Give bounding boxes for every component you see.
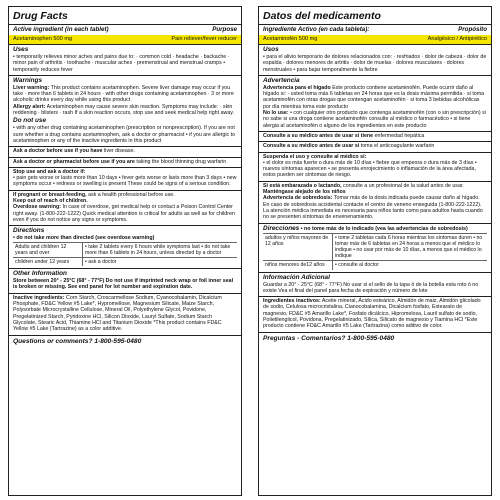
stop-use-title: Stop use and ask a doctor if: — [13, 168, 86, 175]
directions-text: • do not take more than directed (see overdose warning) — [13, 235, 155, 242]
inactive-text: Aceite mineral, Ácido esteárico, Almidón de maiz, Almidón glicolado de sodio, Celulosa microcristalina, Cianocobalamina, Dicalcium fosfato, Estearato de magnesio, FD&C #5 Amarillo Lake*, Fosfato dicálcico, Hipromelosa, Lauril sulfato de sodio, Polietilenglicol, Povidona, Pregelatinizado, Sílica, Silicato de magnesio y Tiamina HCl *Este producto contiene FD&C Amarillo #5 Lake (Tartrazina) como aditivo de color. — [263, 298, 481, 330]
other-info-title: Información Adicional — [263, 273, 330, 281]
overdose-title: Overdose warning: — [13, 204, 61, 211]
warnings-title: Advertencia — [263, 76, 300, 84]
uses-section — [259, 45, 491, 76]
dir-row-who: Adults and children 12 years and over — [13, 242, 83, 257]
other-info-text: Store between 20° - 25°C (68° - 77°F) Do not use if imprinted neck wrap or foil inner seal is broken or missing. See end panel for lot number and expiration date. — [13, 278, 234, 291]
panel-title: Datos del medicamento — [259, 7, 491, 25]
warnings-section — [259, 76, 491, 132]
uses-text: • para el alivio temporario de dolores relacionados con: · resfriados · dolor de cabeza · dolor de espalda · dolores menores de artritis · dolor de muelas · dolores musculares · dolores menstruales • para bajar temporalmente la fiebre — [263, 54, 487, 73]
questions-line: Questions or comments? 1-800-595-0480 — [13, 337, 142, 345]
dir-row-who: niños menores de12 años — [263, 260, 333, 269]
directions-title: Directions — [13, 227, 45, 235]
stop-use-text: • pain gets worse or lasts more than 10 days • fever gets worse or lasts more than 3 days • new symptoms occur • redness or swelling is present These could be signs of a serious condition. — [13, 175, 237, 188]
ask-doctor-text: liver disease. — [103, 148, 135, 155]
active-ingredient-header — [259, 25, 491, 35]
consult-title: Consulte a su médico antes de usar si tiene — [263, 132, 374, 139]
stop-use-section — [9, 168, 241, 191]
other-info-title: Other Information — [13, 270, 67, 278]
allergy-alert-text: Acetaminophen may cause severe skin reaction. Symptoms may include: · skin reddening · blisters · rash If a skin reaction occurs, stop use and seek medical help right away. — [13, 103, 235, 117]
drug-facts-panel-english — [8, 6, 242, 496]
overdose-text: Tomar más de la dosis indicada puede causar daño al hígado. En caso de sobredosis accidental contacte el centro de veneno enseguida (1-800-222-1222). La atención médica inmediata es necesaria para niños tanto como para adultos hasta cuando no se presenten síntomas de envenenamiento. — [263, 195, 483, 221]
directions-section — [259, 224, 491, 273]
liver-warning-title: Advertencia para el hígado — [263, 84, 331, 91]
do-not-use-text: • with any other drug containing acetaminophen (prescription or nonprescription). If you are not sure whether a drug contains acetaminophen, ask a doctor or pharmacist • if you are allergic to acetaminophen or any of the inactive ingredients in this product — [13, 125, 236, 144]
consult-title: Consulte a su médico antes de usar si — [263, 143, 360, 150]
directions-table — [263, 233, 487, 270]
directions-title: Direcciones — [263, 224, 300, 232]
pregnancy-text: ask a health professional before use. — [88, 191, 175, 198]
consult-doctor-section — [259, 132, 491, 142]
active-ingredient-header — [9, 25, 241, 35]
dir-row-what: • consulte al doctor — [333, 260, 487, 269]
purpose-header-label: Purpose — [212, 26, 237, 33]
ask-doctor-title: Ask a doctor before use if you have — [13, 148, 103, 155]
uses-section — [9, 45, 241, 76]
ask-doctor-section — [9, 147, 241, 157]
inactive-title: Inactive ingredients: — [13, 294, 65, 301]
pregnancy-overdose-section — [259, 182, 491, 224]
warnings-title: Warnings — [13, 76, 42, 84]
pregnancy-title: Si está embarazada o lactando, — [263, 182, 342, 189]
warnings-section — [9, 76, 241, 147]
ingredient-name: Acetaminofén 500 mg — [263, 36, 318, 42]
pregnancy-text: consulte a un profesional de la salud antes de usar. — [343, 182, 464, 189]
consult-text: toma el anticoagulante warfarin — [360, 143, 435, 150]
inactive-ingredients-section — [9, 294, 241, 336]
liver-warning-text: This product contains acetaminophen. Severe liver damage may occur if you take · more than 6 tablets in 24 hours · with other drugs containing acetaminophen · 3 or more alcoholic drinks every day while using this product — [13, 84, 234, 104]
dir-row-what: • ask a doctor — [83, 257, 237, 266]
suspend-title: Suspenda el uso y consulte al médico si: — [263, 153, 367, 160]
other-info-section — [259, 273, 491, 298]
inactive-text: Corn Starch, Croscarmellose Sodium, Cyanocobalamin, Dicalcium Phosphate, FD&C Yellow #5 Lake*, Hypromellose, Magnesium Silicate, Maize Starch, Polysorbate Microcrystalline Cellulose, Mineral Oil, Polyethylene Glycol, Povidone, Pregelatinized Starch, Pyridoxine HCl, Silicon Dioxide, Lauryl Sulfate, Sodium Starch Glycolate, Stearic Acid, Thiamine HCl and Titanium Dioxide *This product contains FD&C Yellow #5 Lake (Tartrazine) as a color additive. — [13, 294, 222, 333]
pregnancy-title: If pregnant or breast-feeding, — [13, 191, 87, 198]
no-use-text: • con cualquier otro producto que contenga acetaminofén (con o sin prescripción) si no sabe si una droga contiene acetaminofén consulte al médico o farmacéutico • si tiene alergia al acetaminofén o alguno de los ingredientes en este producto — [263, 110, 486, 129]
ask-pharmacist-section — [9, 158, 241, 168]
ask-pharmacist-title: Ask a doctor or pharmacist before use if you are — [13, 158, 135, 165]
dir-row-who: children under 12 years — [13, 257, 83, 266]
consult-doctor-warfarin-section — [259, 142, 491, 152]
keep-out-of-reach: Keep out of reach of children. — [13, 198, 88, 205]
suspend-text: • el dolor es más fuerte o dura más de 10 días • fiebre que empeora o dura más de 3 días • nuevos síntomas aparecen • se presenta enrojecimiento o inflamación de la área afectada, estos pueden ser síntomas de riesgo. — [263, 159, 477, 179]
panel-title: Drug Facts — [9, 7, 241, 25]
uses-title: Uses — [13, 46, 29, 53]
drug-facts-panel-spanish — [258, 6, 492, 496]
inactive-ingredients-section — [259, 297, 491, 332]
pregnancy-overdose-section — [9, 191, 241, 226]
overdose-text: In case of overdose, get medical help or contact a Poison Control Center right away. (1-800-222-1222) Quick medical attention is critical for adults as well as for children even if you do not notice any signs or symptoms. — [13, 204, 235, 223]
ask-pharmacist-text: taking the blood thinning drug warfarin — [136, 158, 227, 165]
ingredient-purpose: Pain reliever/fever reducer — [171, 36, 237, 42]
ingredient-name: Acetaminophen 500 mg — [13, 36, 73, 42]
other-info-text: Guardar a 20° - 25°C (68° - 77°F) No usar si el sello de la tapa ó de la botella esta roto ó no existe Vea el final del panel para fecha de expiración y número de lote — [263, 281, 479, 294]
allergy-alert-label: Allergy alert: — [13, 103, 46, 110]
consult-text: enfermedad hepática — [374, 132, 425, 139]
active-ingredient-row — [259, 35, 491, 45]
uses-text: • temporarily relieves minor aches and pains due to: · common cold · headache · backache · minor pain of arthritis · toothache · muscular aches · premenstrual and menstrual cramps • temporarily reduces fever — [13, 54, 230, 73]
overdose-title: Advertencia de sobredosis: — [263, 195, 333, 202]
no-use-title: No lo use: — [263, 110, 289, 117]
do-not-use-title: Do not use — [13, 117, 47, 125]
ingredient-purpose: Analgésico / Antipirético — [427, 36, 487, 42]
dir-row-what: • tome 2 tabletas cada 6 horas mientras los síntomas duren • no tomar más de 6 tabletas en 24 horas a menos que el médico lo indique • no usar por más de 10 días, a menos que el médico lo indique — [333, 233, 487, 261]
dir-row-who: adultos y niños mayores de 12 años — [263, 233, 333, 261]
active-header-label: Ingrediente Activo (en cada tableta): — [263, 26, 370, 33]
directions-text: • no tome más de lo indicado (vea las advertencias de sobredosis) — [300, 225, 468, 232]
other-info-section — [9, 269, 241, 294]
liver-warning-title: Liver warning: — [13, 84, 50, 91]
dir-row-what: • take 2 tablets every 6 hours while symptoms last • do not take more than 6 tablets in 24 hours, unless directed by a doctor — [83, 242, 237, 257]
directions-table — [13, 242, 237, 267]
uses-title: Usos — [263, 46, 279, 53]
keep-away-children: Manténgase alejado de los niños — [263, 189, 346, 196]
questions-line: Preguntas - Comentarios? 1-800-595-0480 — [263, 334, 395, 342]
active-header-label: Active ingredient (in each tablet) — [13, 26, 109, 33]
liver-warning-text: Este producto contiene acetaminofén. Puede ocurrir daño al hígado si: · usted toma más 6 tabletas en 24 horas que es la dosis máxima permitida · si toma acetaminofén con otras drogas que contengan acetaminofén · si toma 3 bebidas alcohólicas por día mientras toma este producto — [263, 84, 485, 110]
directions-section — [9, 226, 241, 269]
purpose-header-label: Propósito — [458, 26, 487, 33]
active-ingredient-row — [9, 35, 241, 45]
suspend-use-section — [259, 153, 491, 182]
inactive-title: Ingredientes inactivos: — [263, 298, 321, 305]
